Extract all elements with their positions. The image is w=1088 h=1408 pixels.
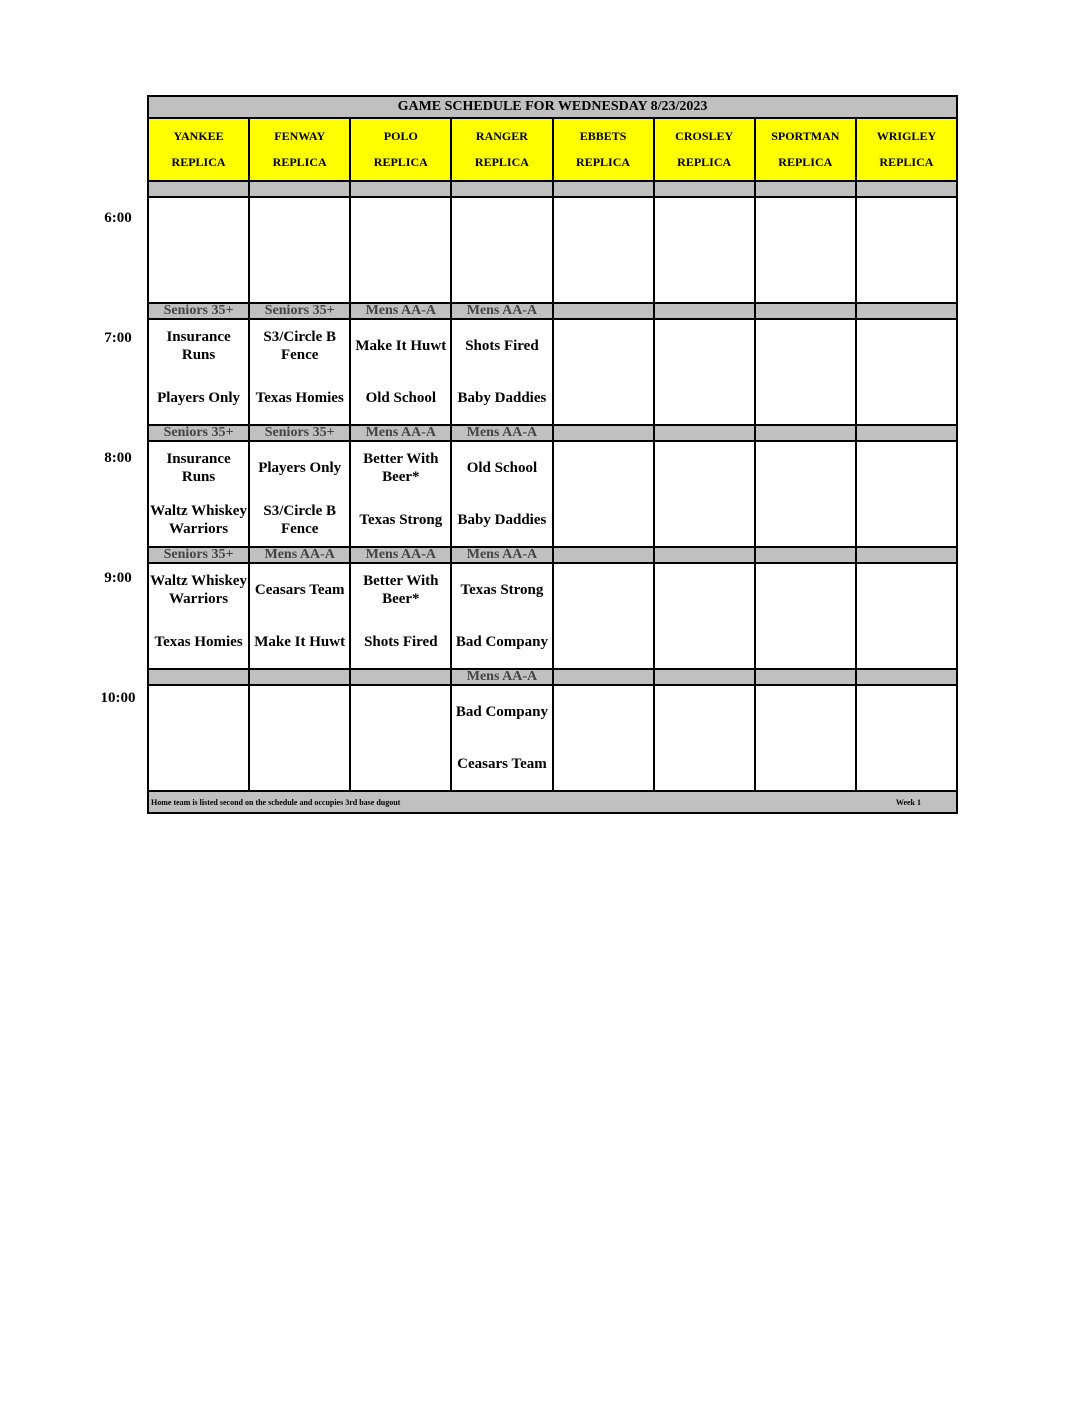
away-team	[655, 198, 754, 250]
game-cell	[250, 564, 351, 668]
division-row	[149, 670, 956, 686]
division-label	[250, 670, 351, 684]
game-cell	[554, 686, 655, 790]
game-cell	[351, 442, 452, 546]
away-team	[452, 198, 551, 250]
away-team	[756, 320, 855, 372]
home-team	[857, 616, 956, 668]
slot-row	[149, 564, 956, 670]
field-subtitle: REPLICA	[474, 155, 529, 170]
division-label: Mens AA-A	[452, 670, 553, 684]
home-team-note: Home team is listed second on the schedule and occupies 3rd base dugout	[151, 797, 401, 807]
division-label	[655, 670, 756, 684]
field-header-fenway	[250, 119, 351, 180]
division-label	[756, 548, 857, 562]
game-cell	[756, 320, 857, 424]
home-team	[351, 250, 450, 302]
home-team	[655, 738, 754, 790]
game-cell	[351, 686, 452, 790]
game-cell	[756, 564, 857, 668]
division-label	[857, 304, 956, 318]
home-team	[655, 250, 754, 302]
game-cell	[452, 442, 553, 546]
away-team: Old School	[466, 460, 538, 476]
division-label: Mens AA-A	[250, 548, 351, 562]
game-cell	[554, 198, 655, 302]
game-cell	[149, 564, 250, 668]
away-team: Ceasars Team	[254, 582, 345, 598]
slot-row	[149, 320, 956, 426]
game-cell	[857, 442, 956, 546]
division-row	[149, 426, 956, 442]
slot-row	[149, 686, 956, 792]
home-team	[857, 738, 956, 790]
game-cell	[857, 320, 956, 424]
game-cell	[655, 564, 756, 668]
home-team: Texas Homies	[255, 390, 344, 406]
home-team: Texas Homies	[154, 634, 243, 650]
time-label: 10:00	[100, 690, 136, 706]
game-cell	[149, 686, 250, 790]
away-team	[756, 442, 855, 494]
division-label: Seniors 35+	[250, 304, 351, 318]
away-team: Players Only	[258, 460, 342, 476]
field-name: YANKEE	[173, 128, 224, 143]
away-team: Texas Strong	[460, 582, 544, 598]
game-cell	[756, 686, 857, 790]
division-label	[554, 548, 655, 562]
field-subtitle: REPLICA	[171, 155, 226, 170]
division-label: Mens AA-A	[351, 548, 452, 562]
game-cell	[351, 320, 452, 424]
away-team	[655, 564, 754, 616]
home-team	[756, 372, 855, 424]
field-header-polo	[351, 119, 452, 180]
away-team	[655, 686, 754, 738]
division-label: Seniors 35+	[149, 304, 250, 318]
home-team: Shots Fired	[364, 634, 438, 650]
game-cell	[452, 198, 553, 302]
division-row	[149, 304, 956, 320]
away-team: Better With Beer*	[363, 573, 439, 607]
game-cell	[655, 320, 756, 424]
away-team	[554, 686, 653, 738]
time-label: 7:00	[104, 330, 132, 346]
game-cell	[756, 442, 857, 546]
home-team: Texas Strong	[359, 512, 443, 528]
home-team: Waltz Whiskey Warriors	[150, 503, 247, 537]
division-label: Mens AA-A	[351, 426, 452, 440]
time-slots	[149, 182, 956, 792]
home-team: Old School	[365, 390, 437, 406]
away-team	[351, 198, 450, 250]
slot-row	[149, 198, 956, 304]
home-team	[655, 494, 754, 546]
division-label: Mens AA-A	[351, 304, 452, 318]
away-team	[857, 686, 956, 738]
division-label	[149, 670, 250, 684]
away-team	[857, 198, 956, 250]
field-subtitle: REPLICA	[576, 155, 631, 170]
home-team: Players Only	[157, 390, 241, 406]
field-name: CROSLEY	[675, 128, 734, 143]
division-label: Seniors 35+	[149, 548, 250, 562]
away-team	[250, 198, 349, 250]
field-name: WRIGLEY	[876, 128, 937, 143]
home-team	[655, 616, 754, 668]
division-label	[655, 182, 756, 196]
field-header-ranger	[452, 119, 553, 180]
home-team	[857, 372, 956, 424]
home-team	[756, 616, 855, 668]
game-cell	[554, 442, 655, 546]
game-cell	[756, 198, 857, 302]
division-label	[655, 426, 756, 440]
game-cell	[452, 686, 553, 790]
division-label	[351, 182, 452, 196]
game-cell	[250, 198, 351, 302]
home-team: Bad Company	[455, 634, 548, 650]
home-team: Make It Huwt	[254, 634, 346, 650]
game-cell	[857, 198, 956, 302]
division-label	[857, 182, 956, 196]
home-team	[756, 738, 855, 790]
away-team: S3/Circle B Fence	[263, 329, 336, 363]
field-name: FENWAY	[274, 128, 326, 143]
division-label	[554, 670, 655, 684]
home-team	[857, 250, 956, 302]
time-label: 9:00	[104, 570, 132, 586]
home-team	[554, 616, 653, 668]
division-label	[857, 548, 956, 562]
game-cell	[149, 442, 250, 546]
home-team	[149, 250, 248, 302]
away-team	[554, 320, 653, 372]
away-team	[351, 686, 450, 738]
away-team	[655, 320, 754, 372]
division-label	[554, 182, 655, 196]
away-team	[554, 564, 653, 616]
away-team: Waltz Whiskey Warriors	[150, 573, 247, 607]
field-name: SPORTMAN	[771, 128, 840, 143]
division-label	[857, 670, 956, 684]
game-cell	[351, 564, 452, 668]
game-cell	[149, 198, 250, 302]
home-team	[554, 372, 653, 424]
week-label: Week 1	[895, 797, 921, 807]
home-team	[351, 738, 450, 790]
division-label: Mens AA-A	[452, 426, 553, 440]
game-cell	[351, 198, 452, 302]
home-team	[857, 494, 956, 546]
field-subtitle: REPLICA	[677, 155, 732, 170]
field-header-yankee	[149, 119, 250, 180]
game-cell	[250, 442, 351, 546]
away-team	[554, 198, 653, 250]
division-label	[351, 670, 452, 684]
division-label	[250, 182, 351, 196]
division-label	[554, 304, 655, 318]
field-subtitle: REPLICA	[879, 155, 934, 170]
away-team: Bad Company	[455, 704, 548, 720]
division-row	[149, 548, 956, 564]
home-team: Baby Daddies	[457, 512, 547, 528]
away-team	[250, 686, 349, 738]
away-team	[554, 442, 653, 494]
field-subtitle: REPLICA	[778, 155, 833, 170]
field-header-sportman	[756, 119, 857, 180]
home-team	[149, 738, 248, 790]
game-cell	[655, 686, 756, 790]
home-team: S3/Circle B Fence	[263, 503, 336, 537]
away-team: Insurance Runs	[166, 451, 231, 485]
division-label	[756, 182, 857, 196]
slot-row	[149, 442, 956, 548]
away-team	[756, 198, 855, 250]
division-label	[756, 670, 857, 684]
home-team	[756, 494, 855, 546]
division-label	[149, 182, 250, 196]
game-cell	[554, 320, 655, 424]
away-team	[149, 686, 248, 738]
field-header-crosley	[655, 119, 756, 180]
home-team	[554, 250, 653, 302]
game-cell	[857, 564, 956, 668]
home-team	[756, 250, 855, 302]
field-name: EBBETS	[579, 128, 627, 143]
division-label: Mens AA-A	[452, 548, 553, 562]
game-cell	[250, 686, 351, 790]
home-team	[554, 738, 653, 790]
away-team: Make It Huwt	[355, 338, 447, 354]
away-team	[756, 686, 855, 738]
time-label: 6:00	[104, 210, 132, 226]
schedule-footer	[149, 792, 956, 812]
division-label	[452, 182, 553, 196]
home-team: Ceasars Team	[457, 756, 547, 772]
game-cell	[452, 564, 553, 668]
away-team	[756, 564, 855, 616]
game-cell	[250, 320, 351, 424]
home-team	[554, 494, 653, 546]
division-label: Mens AA-A	[452, 304, 553, 318]
division-label: Seniors 35+	[149, 426, 250, 440]
game-cell	[857, 686, 956, 790]
field-subtitle: REPLICA	[272, 155, 327, 170]
away-team: Shots Fired	[465, 338, 539, 354]
game-cell	[655, 442, 756, 546]
away-team	[149, 198, 248, 250]
division-label	[857, 426, 956, 440]
field-name: RANGER	[475, 128, 528, 143]
field-name: POLO	[383, 128, 418, 143]
division-row	[149, 182, 956, 198]
away-team	[857, 320, 956, 372]
schedule-title: GAME SCHEDULE FOR WEDNESDAY 8/23/2023	[149, 97, 956, 119]
home-team	[250, 250, 349, 302]
division-label	[655, 548, 756, 562]
game-cell	[655, 198, 756, 302]
away-team	[857, 442, 956, 494]
home-team: Baby Daddies	[457, 390, 547, 406]
away-team: Insurance Runs	[166, 329, 231, 363]
schedule-table	[147, 95, 958, 814]
division-label	[756, 304, 857, 318]
field-header-wrigley	[857, 119, 956, 180]
field-header-row	[149, 119, 956, 182]
home-team	[452, 250, 551, 302]
field-header-ebbets	[554, 119, 655, 180]
away-team	[655, 442, 754, 494]
game-cell	[554, 564, 655, 668]
away-team	[857, 564, 956, 616]
home-team	[655, 372, 754, 424]
away-team: Better With Beer*	[363, 451, 439, 485]
division-label	[655, 304, 756, 318]
time-label: 8:00	[104, 450, 132, 466]
division-label	[756, 426, 857, 440]
game-cell	[452, 320, 553, 424]
game-cell	[149, 320, 250, 424]
division-label	[554, 426, 655, 440]
division-label: Seniors 35+	[250, 426, 351, 440]
home-team	[250, 738, 349, 790]
field-subtitle: REPLICA	[373, 155, 428, 170]
